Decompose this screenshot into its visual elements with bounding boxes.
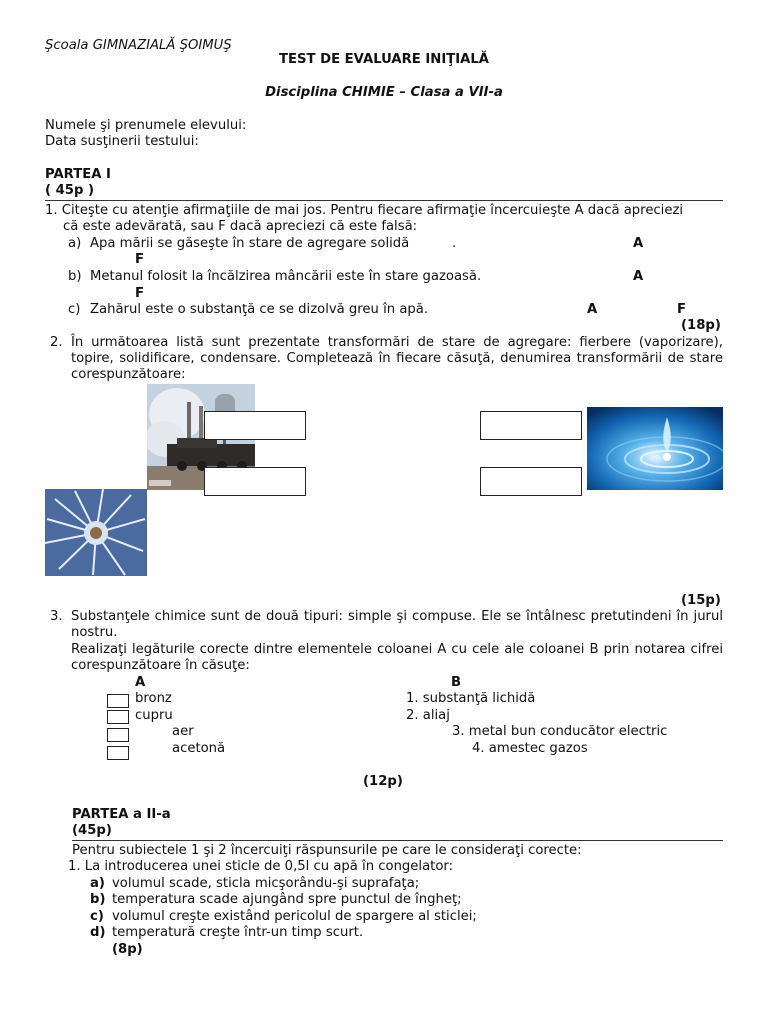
q2-number: 2. <box>50 335 63 350</box>
water-drop-image <box>587 407 723 490</box>
q3-answer-box-1[interactable] <box>107 694 129 708</box>
school-name: Şcoala GIMNAZIALĂ ŞOIMUŞ <box>45 38 232 53</box>
q3-col-a-item-3: aer <box>172 724 194 739</box>
q1-points: (18p) <box>681 318 721 333</box>
q1-item-b-option-f[interactable]: F <box>135 286 145 301</box>
part2-points: (45p) <box>72 823 112 838</box>
frost-pine-icon <box>45 489 147 576</box>
part2-divider <box>72 840 723 841</box>
q1-item-b-option-a[interactable]: A <box>633 269 644 284</box>
part2-q1-option-a-text[interactable]: volumul scade, sticla micşorându-şi suprafaţa; <box>112 876 420 891</box>
q3-text2: Realizaţi legăturile corecte dintre elementele coloanei A cu cele ale coloanei B prin notarea cifrei corespunzătoare în căsuţe: <box>71 642 723 674</box>
q3-col-b-item-2: 2. aliaj <box>406 708 450 723</box>
q3-answer-box-4[interactable] <box>107 746 129 760</box>
part2-q1-option-c-text[interactable]: volumul creşte existând pericolul de spargere al sticlei; <box>112 909 477 924</box>
q3-col-b-item-3: 3. metal bun conducător electric <box>452 724 668 739</box>
test-title: TEST DE EVALUARE INIŢIALĂ <box>279 52 489 67</box>
q3-answer-box-2[interactable] <box>107 710 129 724</box>
q2-text: În următoarea listă sunt prezentate transformări de stare de agregare: fierbere (vaporizare), topire, solidificare, condensare. Completează în fiecare căsuţă, denumirea transformării de stare corespunzătoare: <box>71 335 723 383</box>
q1-item-c-option-f[interactable]: F <box>677 302 687 317</box>
q2-answer-box-3[interactable] <box>480 411 582 440</box>
water-drop-icon <box>587 407 723 490</box>
q1-item-c-option-a[interactable]: A <box>587 302 598 317</box>
q2-answer-box-2[interactable] <box>204 467 306 496</box>
q3-col-a-item-4: acetonă <box>172 741 226 756</box>
q3-number: 3. <box>50 609 63 624</box>
q3-answer-box-3[interactable] <box>107 728 129 742</box>
student-name-label: Numele şi prenumele elevului: <box>45 118 247 133</box>
q3-col-a-header: A <box>135 675 146 690</box>
q1-item-a-option-a[interactable]: A <box>633 236 644 251</box>
part2-q1-option-a-label[interactable]: a) <box>90 876 105 891</box>
q1-item-a-label: a) <box>68 236 82 251</box>
q3-col-a-item-1: bronz <box>135 691 172 706</box>
test-subtitle: Disciplina CHIMIE – Clasa a VII-a <box>265 85 503 100</box>
q2-answer-box-1[interactable] <box>204 411 306 440</box>
q3-text1: Substanţele chimice sunt de două tipuri: simple şi compuse. Ele se întâlnesc pretutindeni în jurul nostru. <box>71 609 723 641</box>
q1-text-line2: că este adevărată, sau F dacă apreciezi că este falsă: <box>63 219 418 234</box>
q3-col-b-item-1: 1. substanţă lichidă <box>406 691 536 706</box>
part1-title: PARTEA I <box>45 167 111 182</box>
q1-item-c-label: c) <box>68 302 81 317</box>
part2-q1-text: 1. La introducerea unei sticle de 0,5l cu apă în congelator: <box>68 859 454 874</box>
q3-points: (12p) <box>363 774 403 789</box>
part2-q1-option-c-label[interactable]: c) <box>90 909 104 924</box>
part2-title: PARTEA a II-a <box>72 807 171 822</box>
part2-q1-option-b-text[interactable]: temperatura scade ajungând spre punctul de îngheţ; <box>112 892 462 907</box>
q2-points: (15p) <box>681 593 721 608</box>
part2-q1-option-b-label[interactable]: b) <box>90 892 106 907</box>
part1-points: ( 45p ) <box>45 183 95 198</box>
q1-item-a-option-f[interactable]: F <box>135 252 145 267</box>
q1-item-a-dot: . <box>452 236 457 251</box>
part2-q1-option-d-label[interactable]: d) <box>90 925 106 940</box>
q2-answer-box-4[interactable] <box>480 467 582 496</box>
q1-item-c-text: Zahărul este o substanţă ce se dizolvă greu în apă. <box>90 302 429 317</box>
part2-q1-points: (8p) <box>112 942 143 957</box>
test-date-label: Data susţinerii testului: <box>45 134 199 149</box>
q1-item-b-label: b) <box>68 269 82 284</box>
part2-instruction: Pentru subiectele 1 şi 2 încercuiţi răspunsurile pe care le consideraţi corecte: <box>72 843 582 858</box>
q3-col-b-item-4: 4. amestec gazos <box>472 741 588 756</box>
q1-item-a-text: Apa mării se găseşte în stare de agregare solidă <box>90 236 410 251</box>
frost-pine-image <box>45 489 147 576</box>
q3-col-b-header: B <box>451 675 462 690</box>
q1-item-b-text: Metanul folosit la încălzirea mâncării este în stare gazoasă. <box>90 269 482 284</box>
q3-col-a-item-2: cupru <box>135 708 173 723</box>
part1-divider <box>45 200 723 201</box>
part2-q1-option-d-text[interactable]: temperatură creşte într-un timp scurt. <box>112 925 364 940</box>
q1-text-line1: 1. Citeşte cu atenţie afirmaţiile de mai jos. Pentru fiecare afirmaţie încercuieşte A dacă apreciezi <box>45 203 684 218</box>
